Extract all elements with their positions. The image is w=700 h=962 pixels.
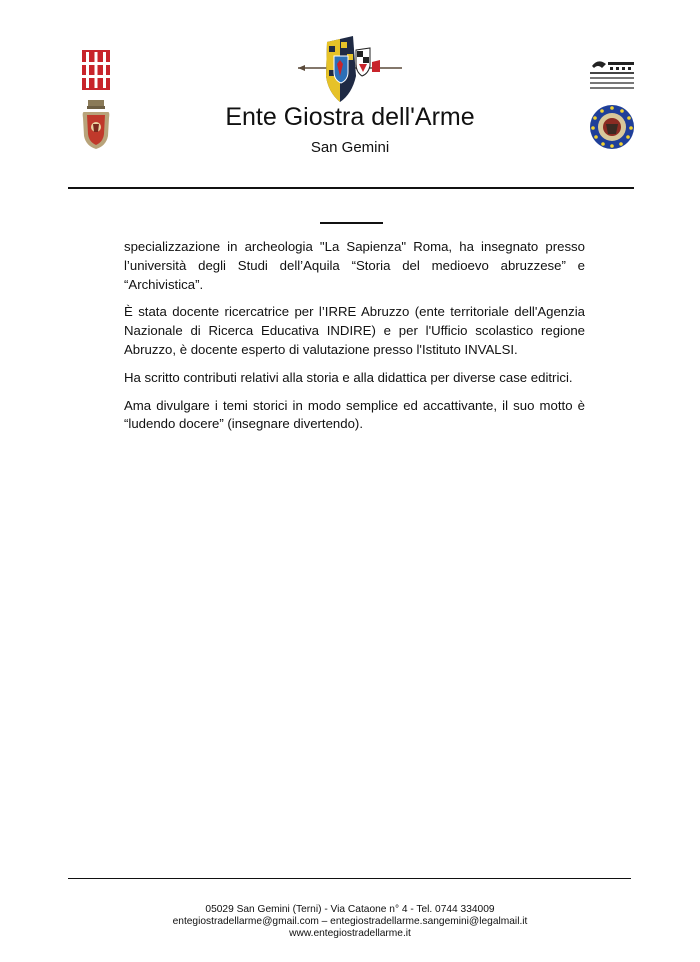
body-text bbox=[124, 238, 585, 443]
footer-divider bbox=[68, 878, 631, 879]
footer-address: 05029 San Gemini (Terni) - Via Cataone n° 4 - Tel. 0744 334009 bbox=[205, 904, 495, 915]
header-divider bbox=[68, 187, 634, 189]
short-divider bbox=[320, 222, 383, 224]
footer-website: www.entegiostradellarme.it bbox=[289, 928, 411, 940]
footer bbox=[0, 904, 700, 941]
paragraph: specializzazione in archeologia "La Sapienza" Roma, ha insegnato presso l’università degli Studi dell’Aquila “Storia del medioevo abruzzese” e “Archivistica”. bbox=[124, 239, 585, 292]
giostra-dell-arme-crest-icon bbox=[296, 34, 404, 104]
paragraph: Ha scritto contributi relativi alla storia e alla didattica per diverse case editrici. bbox=[124, 369, 573, 385]
page-title: Ente Giostra dell'Arme bbox=[225, 103, 475, 131]
paragraph: È stata docente ricercatrice per l’IRRE Abruzzo (ente territoriale dell'Agenzia Nazionale di Ricerca Educativa INDIRE) e per l'Ufficio scolastico regione Abruzzo, è docente esperto di valutazione presso l'Istituto INVALSI. bbox=[124, 304, 585, 357]
paragraph: Ama divulgare i temi storici in modo semplice ed accattivante, il suo motto è “ludendo docere” (insegnare divertendo). bbox=[124, 397, 585, 432]
page-subtitle: San Gemini bbox=[310, 139, 390, 156]
footer-emails: entegiostradellarme@gmail.com – entegiostradellarme.sangemini@legalmail.it bbox=[172, 916, 528, 928]
regione-umbria-emblem-icon bbox=[82, 50, 110, 90]
federazione-giochi-storici-logo-icon bbox=[588, 58, 636, 92]
